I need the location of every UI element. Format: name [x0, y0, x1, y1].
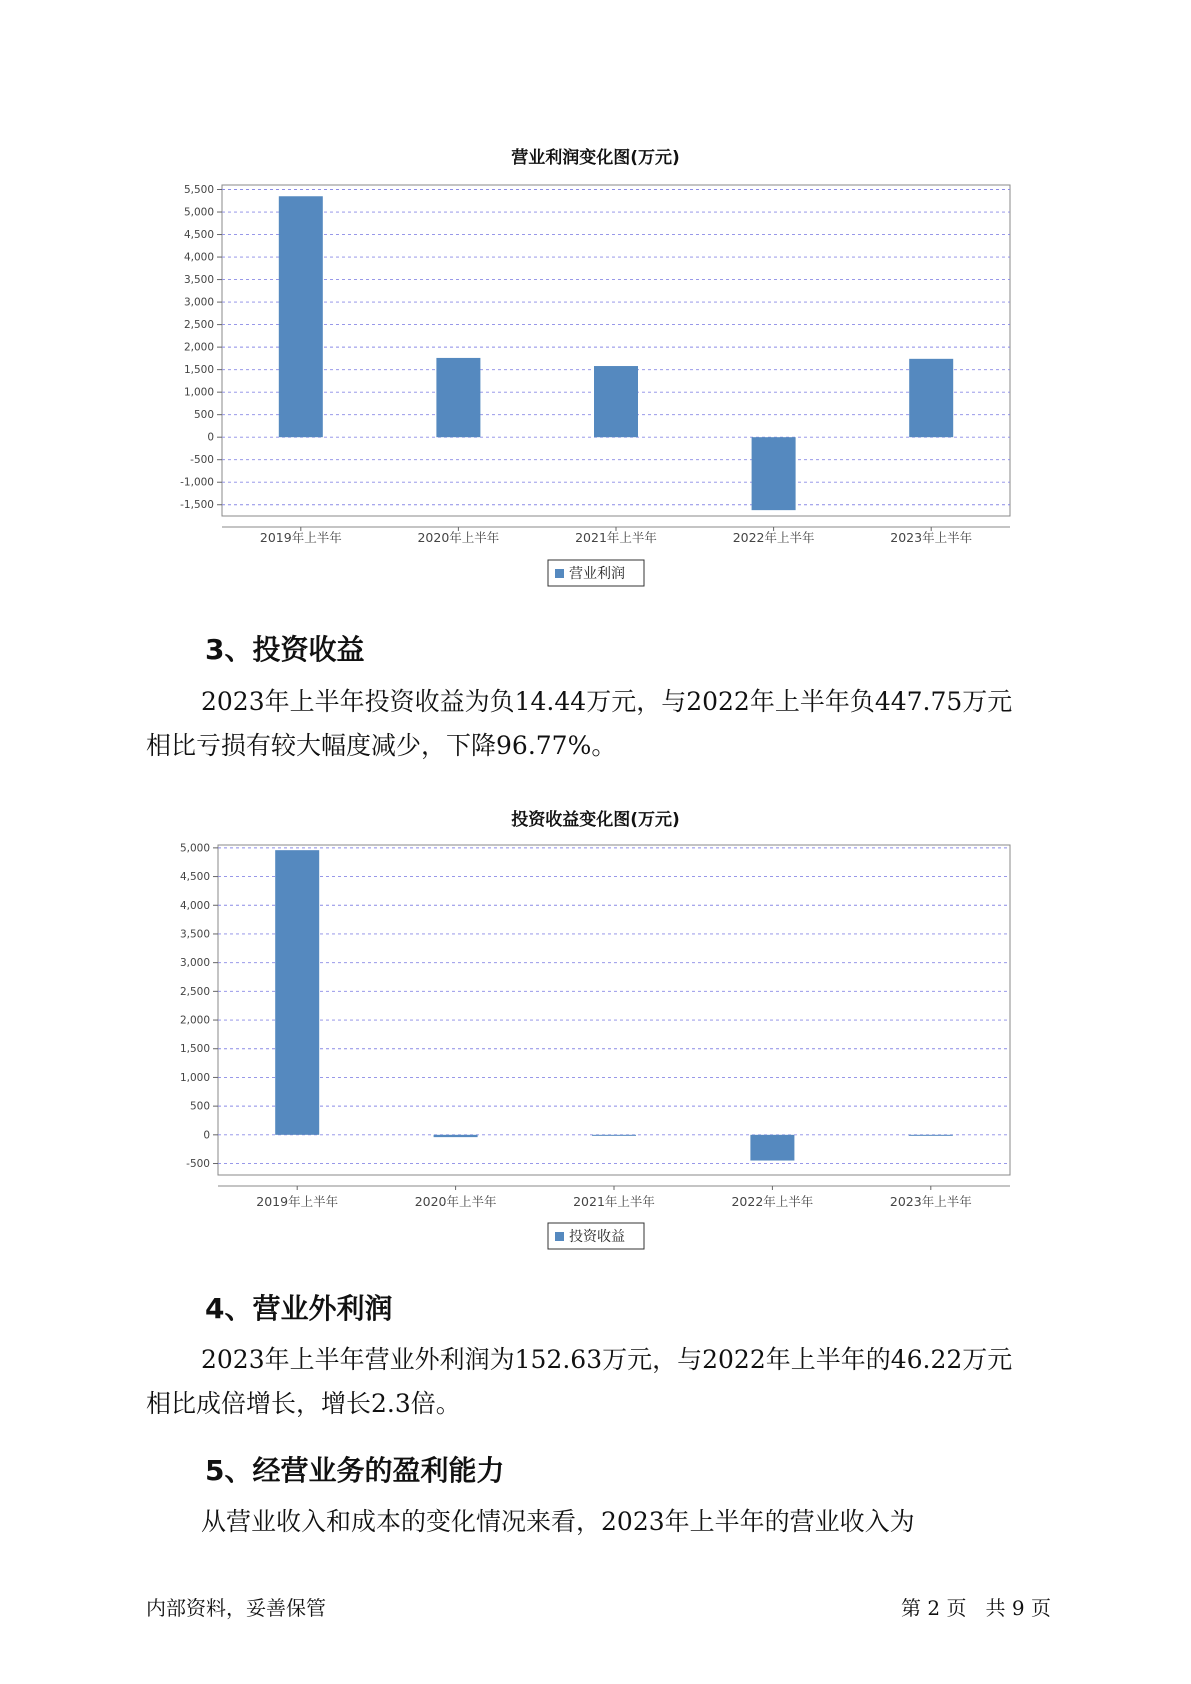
paragraph-line: 相比亏损有较大幅度减少，下降96.77%。 [146, 731, 617, 760]
y-tick-label: 3,500 [179, 928, 210, 941]
paragraph-line: 相比成倍增长，增长2.3倍。 [146, 1389, 461, 1418]
y-tick-label: 2,000 [183, 341, 214, 354]
y-tick-label: 500 [189, 1100, 210, 1113]
y-tick-label: -1,000 [180, 476, 214, 489]
y-tick-label: 2,000 [179, 1014, 210, 1027]
legend-swatch [555, 1232, 564, 1241]
x-tick-label: 2021年上半年 [575, 530, 657, 545]
y-tick-label: -1,500 [180, 499, 214, 512]
paragraph-profitability [146, 1500, 1056, 1544]
paragraph-non-operating [146, 1338, 1056, 1426]
y-tick-label: 0 [207, 431, 214, 444]
x-tick-label: 2023年上半年 [890, 530, 973, 545]
legend-swatch [555, 569, 564, 578]
plot-area [218, 845, 1010, 1175]
x-tick-label: 2022年上半年 [731, 1194, 814, 1209]
y-tick-label: 5,000 [179, 842, 210, 855]
section-heading-non-operating: 4、营业外利润 [205, 1292, 393, 1325]
y-tick-label: 3,000 [183, 296, 214, 309]
footer-page-number: 第 2 页 共 9 页 [901, 1596, 1051, 1620]
paragraph-line: 2023年上半年投资收益为负14.44万元，与2022年上半年负447.75万元 [201, 687, 1013, 716]
x-tick-label: 2020年上半年 [414, 1194, 497, 1209]
bar [275, 850, 319, 1135]
y-tick-label: 4,500 [179, 871, 210, 884]
chart-title-operating-profit: 营业利润变化图(万元) [511, 148, 680, 168]
bar [279, 196, 323, 437]
investment-income-chart [0, 833, 1191, 1253]
y-tick-label: 4,500 [183, 229, 214, 242]
legend-label: 营业利润 [569, 566, 625, 582]
x-tick-label: 2019年上半年 [256, 1194, 339, 1209]
bar [436, 358, 480, 437]
section-heading-investment: 3、投资收益 [205, 633, 365, 666]
legend [548, 560, 644, 586]
y-tick-label: 3,000 [179, 957, 210, 970]
operating-profit-chart [0, 170, 1191, 610]
plot-area [222, 185, 1010, 516]
legend-label: 投资收益 [569, 1229, 625, 1245]
chart-title-investment-income: 投资收益变化图(万元) [511, 810, 680, 830]
y-tick-label: 5,000 [183, 206, 214, 219]
x-tick-label: 2020年上半年 [417, 530, 500, 545]
bar [434, 1135, 478, 1137]
paragraph-investment [146, 680, 1056, 768]
y-tick-label: 1,000 [183, 386, 214, 399]
y-tick-label: 500 [193, 409, 214, 422]
bar [750, 1135, 794, 1161]
bar [909, 359, 953, 437]
y-tick-label: 4,000 [183, 251, 214, 264]
x-tick-label: 2023年上半年 [889, 1194, 972, 1209]
y-tick-label: 3,500 [183, 274, 214, 287]
x-tick-label: 2022年上半年 [732, 530, 815, 545]
y-tick-label: 1,000 [179, 1071, 210, 1084]
y-tick-label: 5,500 [183, 184, 214, 197]
y-tick-label: 1,500 [183, 364, 214, 377]
x-tick-label: 2021年上半年 [573, 1194, 655, 1209]
y-tick-label: 2,500 [179, 985, 210, 998]
section-heading-profitability: 5、经营业务的盈利能力 [205, 1454, 505, 1487]
legend [548, 1223, 644, 1249]
paragraph-line: 2023年上半年营业外利润为152.63万元，与2022年上半年的46.22万元 [201, 1345, 1013, 1374]
y-tick-label: 4,000 [179, 899, 210, 912]
paragraph-line: 从营业收入和成本的变化情况来看，2023年上半年的营业收入为 [201, 1507, 915, 1536]
bar [592, 1135, 636, 1136]
y-tick-label: 0 [203, 1129, 210, 1142]
x-tick-label: 2019年上半年 [259, 530, 342, 545]
footer-confidential-note: 内部资料，妥善保管 [146, 1596, 326, 1620]
y-tick-label: 1,500 [179, 1043, 210, 1056]
bar [594, 366, 638, 437]
bar [752, 437, 796, 510]
bar [909, 1135, 953, 1136]
y-tick-label: 2,500 [183, 319, 214, 332]
y-tick-label: -500 [186, 1158, 210, 1171]
y-tick-label: -500 [190, 454, 214, 467]
